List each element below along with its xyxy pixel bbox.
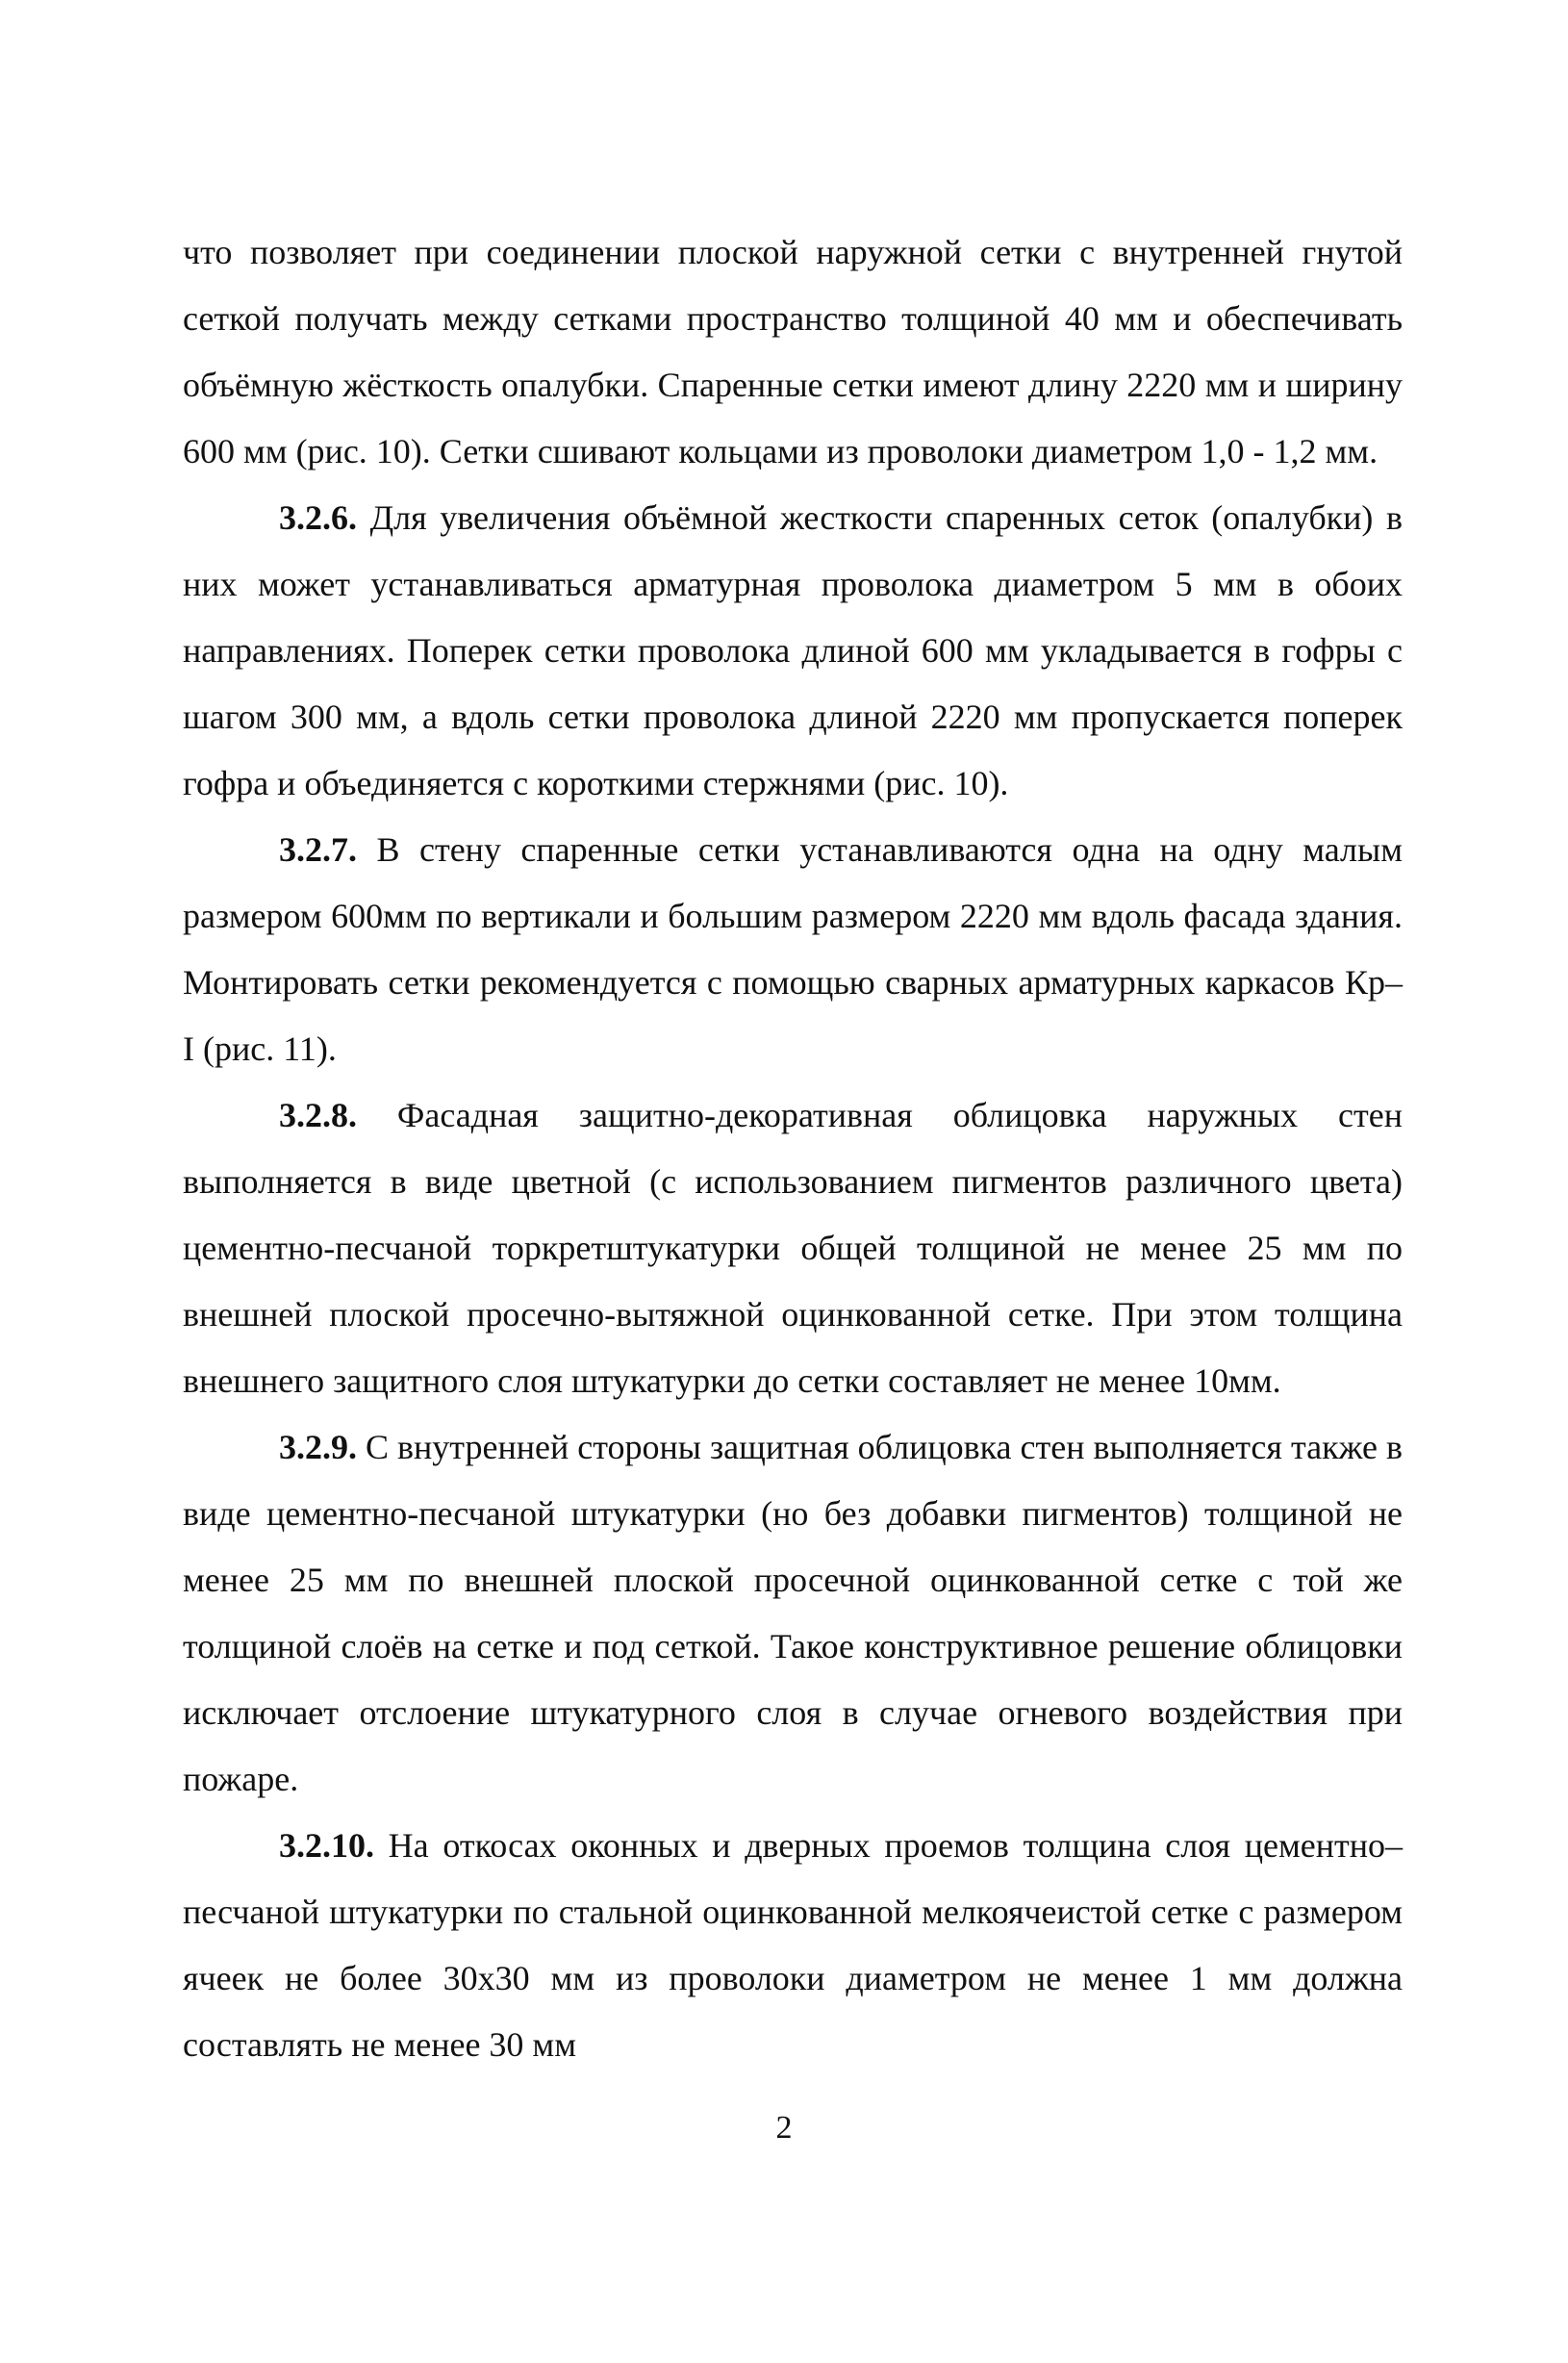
- clause-number: 3.2.9.: [279, 1428, 357, 1466]
- body-text: [183, 219, 1403, 2078]
- page-number: 2: [775, 2110, 793, 2146]
- paragraph-3-2-9: [183, 1414, 1403, 1813]
- paragraph-continuation: [183, 219, 1403, 485]
- paragraph-text: что позволяет при соединении плоской наружной сетки с внутренней гнутой сеткой получать между сетками пространство толщиной 40 мм и обеспечивать объёмную жёсткость опалубки. Спаренные сетки имеют длину 2220 мм и ширину 600 мм (рис. 10). Сетки сшивают кольцами из проволоки диаметром 1,0 - 1,2 мм.: [183, 233, 1403, 470]
- paragraph-text: В стену спаренные сетки устанавливаются одна на одну малым размером 600мм по вертикали и большим размером 2220 мм вдоль фасада здания. Монтировать сетки рекомендуется с помощью сварных арматурных каркасов Кр–I (рис. 11).: [183, 830, 1403, 1068]
- paragraph-3-2-6: [183, 485, 1403, 817]
- paragraph-text: С внутренней стороны защитная облицовка стен выполняется также в виде цементно-песчаной штукатурки (но без добавки пигментов) толщиной не менее 25 мм по внешней плоской просечной оцинкованной сетке с той же толщиной слоёв на сетке и под сеткой. Такое конструктивное решение облицовки исключает отслоение штукатурного слоя в случае огневого воздействия при пожаре.: [183, 1428, 1403, 1798]
- paragraph-text: Фасадная защитно-декоративная облицовка наружных стен выполняется в виде цветной (с использованием пигментов различного цвета) цементно-песчаной торкретштукатурки общей толщиной не менее 25 мм по внешней плоской просечно-вытяжной оцинкованной сетке. При этом толщина внешнего защитного слоя штукатурки до сетки составляет не менее 10мм.: [183, 1096, 1403, 1400]
- paragraph-3-2-7: [183, 817, 1403, 1082]
- paragraph-3-2-10: [183, 1813, 1403, 2078]
- clause-number: 3.2.6.: [279, 498, 357, 537]
- clause-number: 3.2.8.: [279, 1096, 357, 1134]
- paragraph-text: Для увеличения объёмной жесткости спаренных сеток (опалубки) в них может устанавливаться арматурная проволока диаметром 5 мм в обоих направлениях. Поперек сетки проволока длиной 600 мм укладывается в гофры с шагом 300 мм, а вдоль сетки проволока длиной 2220 мм пропускается поперек гофра и объединяется с короткими стержнями (рис. 10).: [183, 498, 1403, 802]
- paragraph-text: На откосах оконных и дверных проемов толщина слоя цементно–песчаной штукатурки по стальной оцинкованной мелкоячеистой сетке с размером ячеек не более 30х30 мм из проволоки диаметром не менее 1 мм должна составлять не менее 30 мм: [183, 1826, 1403, 2064]
- paragraph-3-2-8: [183, 1082, 1403, 1414]
- clause-number: 3.2.7.: [279, 830, 357, 869]
- clause-number: 3.2.10.: [279, 1826, 374, 1865]
